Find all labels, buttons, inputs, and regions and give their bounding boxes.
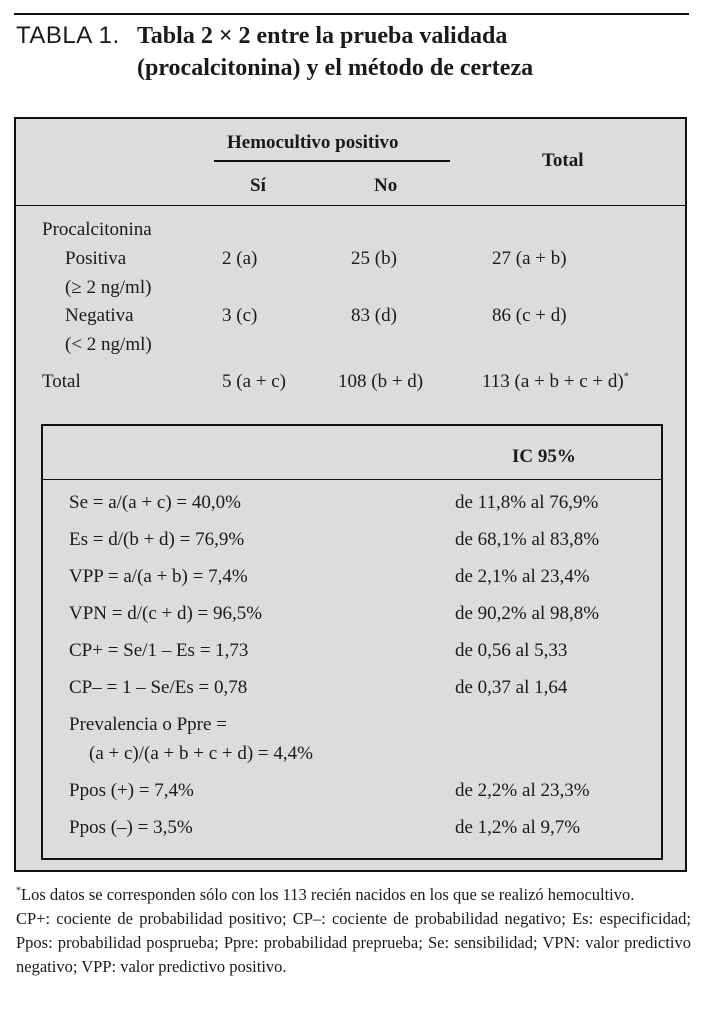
stat-formula-es: Es = d/(b + d) = 76,9%: [69, 529, 245, 550]
stat-ic-ppos-pos: de 2,2% al 23,3%: [455, 780, 590, 801]
top-rule: [14, 13, 689, 15]
table-label: TABLA 1.: [16, 22, 120, 49]
row-label-total: Total: [42, 371, 81, 392]
cell-total-total: [482, 371, 629, 393]
stat-prevalence-line2: (a + c)/(a + b + c + d) = 4,4%: [89, 743, 313, 764]
table-title-line1: Tabla 2 × 2 entre la prueba validada: [137, 23, 508, 49]
table-title: [137, 20, 697, 84]
stat-ic-es: de 68,1% al 83,8%: [455, 529, 600, 550]
stat-ic-ppos-neg: de 1,2% al 9,7%: [455, 817, 581, 838]
section-label: Procalcitonina: [42, 219, 152, 240]
stat-ic-cp-neg: de 0,37 al 1,64: [455, 677, 568, 698]
table-footnotes: [16, 883, 691, 979]
cell-total-total-value: 113 (a + b + c + d): [482, 371, 624, 392]
cell-negativa-total: 86 (c + d): [492, 305, 567, 326]
footnote-data-mark: *: [16, 885, 21, 897]
group-header-rule: [214, 160, 450, 162]
stat-prevalence-line1: Prevalencia o Ppre =: [69, 714, 227, 735]
footnote-abbreviations: CP+: cociente de probabilidad positivo; CP–: cociente de probabilidad negativo; Es: especificidad; Ppos: probabilidad posprueba; Ppre: probabilidad preprueba; Se: sensibilidad; VPN: valor predictivo negativo; VPP: valor predictivo positivo.: [16, 909, 691, 976]
statistics-box: [41, 424, 663, 860]
footnote-data: [16, 883, 691, 907]
stat-formula-vpp: VPP = a/(a + b) = 7,4%: [69, 566, 248, 587]
footnote-data-text: Los datos se corresponden sólo con los 113 recién nacidos en los que se realizó hemocultivo.: [21, 885, 635, 904]
cell-positiva-total: 27 (a + b): [492, 248, 567, 269]
stat-ic-vpn: de 90,2% al 98,8%: [455, 603, 600, 624]
cell-negativa-si: 3 (c): [222, 305, 258, 326]
cell-positiva-si: 2 (a): [222, 248, 258, 269]
stat-formula-ppos-pos: Ppos (+) = 7,4%: [69, 780, 194, 801]
stat-ic-cp-pos: de 0,56 al 5,33: [455, 640, 568, 661]
statistics-separator: [43, 479, 661, 480]
header-separator: [16, 205, 685, 206]
cell-negativa-no: 83 (d): [351, 305, 397, 326]
table-caption: [16, 20, 534, 81]
col-header-no: No: [374, 175, 398, 196]
row-sublabel-negativa: (< 2 ng/ml): [65, 334, 152, 355]
row-label-positiva: Positiva: [65, 248, 127, 269]
stat-formula-ppos-neg: Ppos (–) = 3,5%: [69, 817, 193, 838]
stat-ic-vpp: de 2,1% al 23,4%: [455, 566, 590, 587]
stat-ic-se: de 11,8% al 76,9%: [455, 492, 599, 513]
cell-total-si: 5 (a + c): [222, 371, 286, 392]
row-sublabel-positiva: (≥ 2 ng/ml): [65, 277, 152, 298]
table-title-line2: (procalcitonina) y el método de certeza: [137, 55, 534, 81]
col-header-si: Sí: [250, 175, 266, 196]
stat-formula-vpn: VPN = d/(c + d) = 96,5%: [69, 603, 263, 624]
cell-positiva-no: 25 (b): [351, 248, 397, 269]
stat-formula-cp-neg: CP– = 1 – Se/Es = 0,78: [69, 677, 248, 698]
ic-header: IC 95%: [512, 446, 576, 467]
group-header: Hemocultivo positivo: [227, 132, 399, 153]
contingency-table: [14, 117, 687, 872]
stat-formula-se: Se = a/(a + c) = 40,0%: [69, 492, 241, 513]
row-label-negativa: Negativa: [65, 305, 134, 326]
footnote-mark: *: [623, 371, 629, 383]
stat-formula-cp-pos: CP+ = Se/1 – Es = 1,73: [69, 640, 249, 661]
cell-total-no: 108 (b + d): [338, 371, 424, 392]
col-header-total: Total: [542, 150, 584, 171]
